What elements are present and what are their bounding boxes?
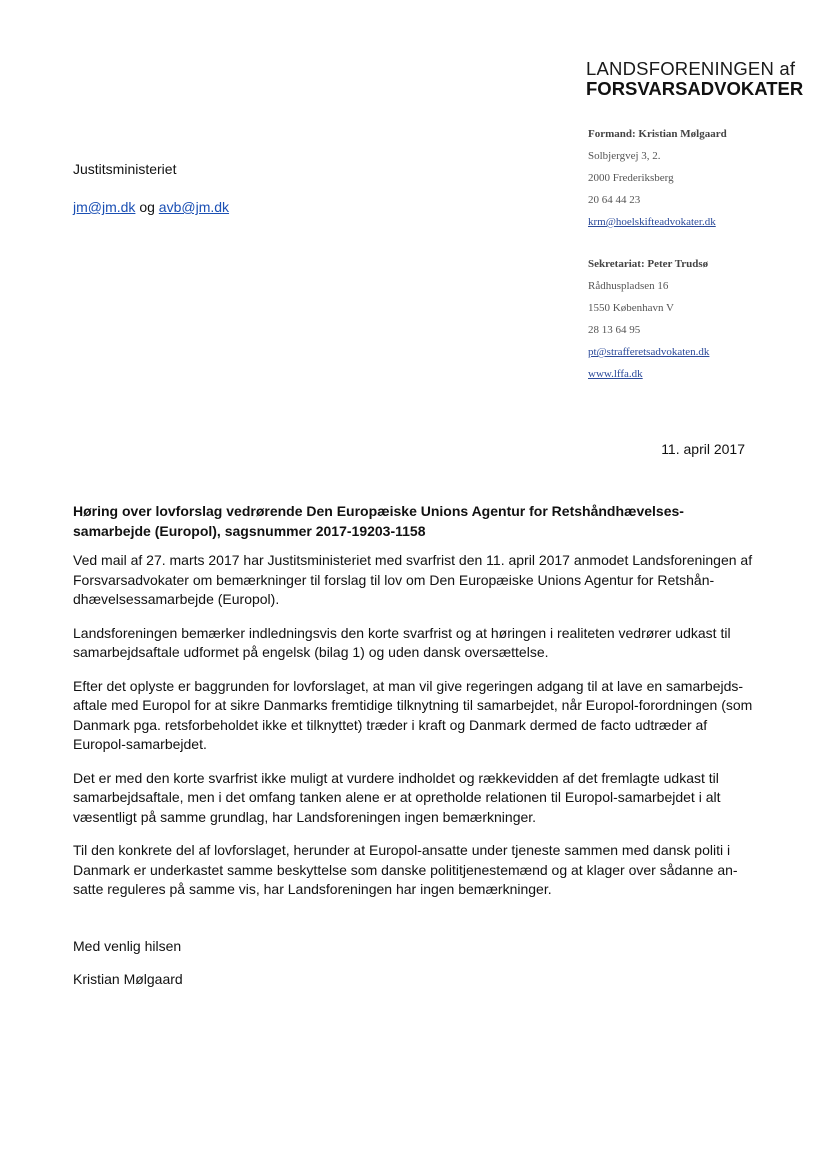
letter-body: [73, 502, 753, 914]
letter-subject: Høring over lovforslag vedrørende Den Europæiske Unions Agentur for Retshåndhævelses-samarbejde (Europol), sagsnummer 2017-19203-1158: [73, 503, 684, 539]
secretariat-phone: 28 13 64 95: [588, 324, 641, 336]
signature-name: Kristian Mølgaard: [73, 971, 183, 987]
chairman-contact-block: [588, 123, 727, 233]
closing-block: [73, 936, 183, 1002]
paragraph-3: Efter det oplyste er baggrunden for lovforslaget, at man vil give regeringen adgang til at lave en samarbejds-aftale med Europol for at sikre Danmarks fremtidige tilknytning til samarbejdet, når Europol-forordningen (som Danmark pga. retsforbeholdet ikke et tilknyttet) træder i kraft og Danmark dermed de facto udtræder af Europol-samarbejdet.: [73, 677, 753, 752]
closing-greeting: Med venlig hilsen: [73, 938, 182, 954]
chairman-address-2: 2000 Frederiksberg: [588, 172, 674, 184]
secretariat-title: Sekretariat: Peter Trudsø: [588, 258, 709, 270]
secretariat-contact-block: [588, 253, 709, 385]
letter-date: 11. april 2017: [661, 441, 745, 457]
secretariat-address-2: 1550 København V: [588, 302, 674, 314]
secretariat-email-link[interactable]: pt@strafferetsadvokaten.dk: [588, 346, 710, 358]
website-link[interactable]: www.lffa.dk: [588, 368, 643, 380]
paragraph-2: Landsforeningen bemærker indledningsvis den korte svarfrist og at høringen i realiteten vedrører udkast til samarbejdsaftale udformet på engelsk (bilag 1) og uden dansk oversættelse.: [73, 624, 731, 660]
secretariat-address-1: Rådhuspladsen 16: [588, 280, 669, 292]
paragraph-4: Det er med den korte svarfrist ikke muligt at vurdere indholdet og rækkevidden af det fremlagte udkast til samarbejdsaftale, men i det omfang tanken alene er at opretholde relationen til Europol-samarbejdet i alt væsentligt på samme grundlag, har Landsforeningen ingen bemærkninger.: [73, 769, 721, 825]
logo-line-2: FORSVARSADVOKATER: [586, 78, 804, 99]
chairman-phone: 20 64 44 23: [588, 194, 641, 206]
recipient-emails: [73, 197, 229, 217]
logo-line-1: LANDSFORENINGEN af: [586, 58, 796, 79]
paragraph-1: Ved mail af 27. marts 2017 har Justitsministeriet med svarfrist den 11. april 2017 anmodet Landsforeningen af Forsvarsadvokater om bemærkninger til forslag til lov om Den Europæiske Unions Agentur for Retshån-dhævelsessamarbejde (Europol).: [73, 552, 753, 607]
recipient-email-2[interactable]: avb@jm.dk: [158, 199, 230, 215]
recipient-block: [73, 159, 176, 179]
organization-logo: [586, 58, 804, 99]
chairman-email-link[interactable]: krm@hoelskifteadvokater.dk: [588, 216, 716, 228]
paragraph-5: Til den konkrete del af lovforslaget, herunder at Europol-ansatte under tjeneste sammen med dansk politi i Danmark er underkastet samme beskyttelse som danske polititjenestemænd og at klager over sådanne an-satte reguleres på samme vis, har Landsforeningen har ingen bemærkninger.: [73, 842, 738, 897]
recipient-email-1[interactable]: jm@jm.dk: [73, 199, 136, 215]
chairman-address-1: Solbjergvej 3, 2.: [588, 150, 661, 162]
email-connector: og: [139, 199, 155, 215]
chairman-title: Formand: Kristian Mølgaard: [588, 128, 727, 140]
recipient-name: Justitsministeriet: [73, 161, 177, 177]
